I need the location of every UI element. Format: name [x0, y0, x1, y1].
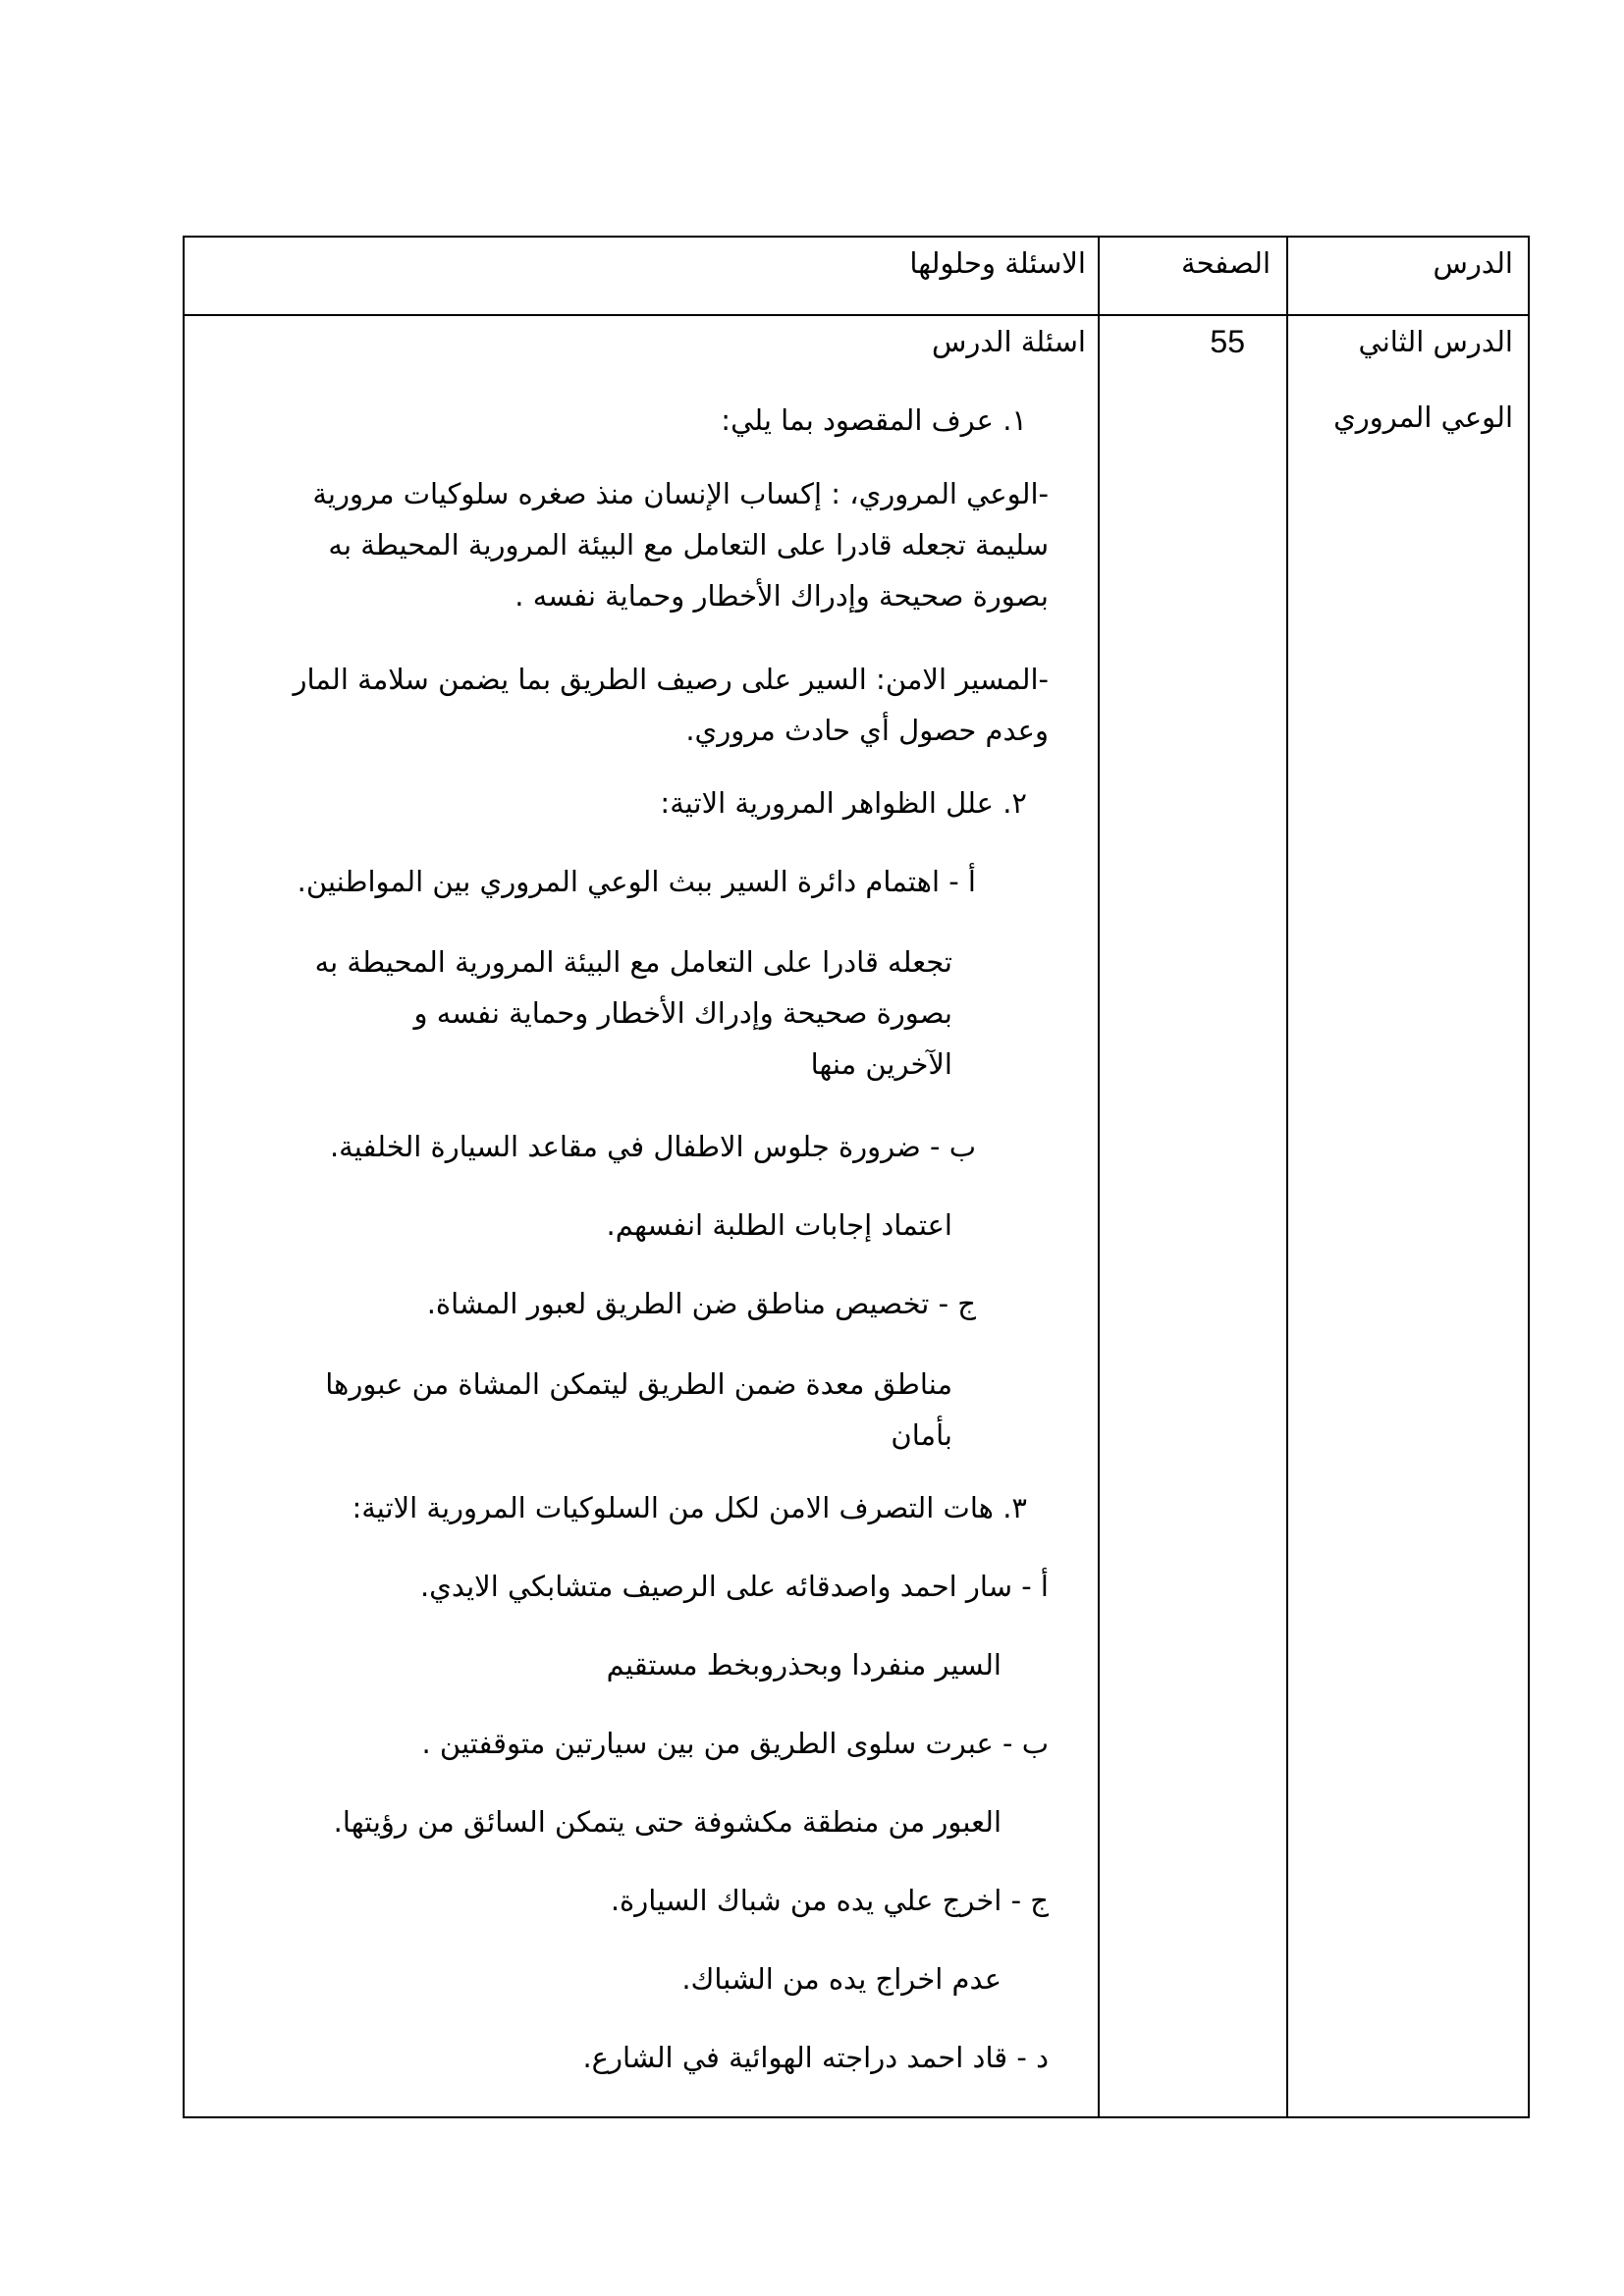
sub-question: ج - اخرج علي يده من شباك السيارة. — [610, 1884, 1049, 1917]
column-divider — [1098, 238, 1100, 2116]
column-divider — [1286, 238, 1288, 2116]
answer-line: بأمان — [891, 1418, 952, 1452]
lesson-table — [183, 236, 1530, 2118]
definition-line: بصورة صحيحة وإدراك الأخطار وحماية نفسه . — [514, 579, 1049, 613]
lesson-name: الدرس الثاني — [1358, 325, 1513, 358]
sub-question: د - قاد احمد دراجته الهوائية في الشارع. — [582, 2041, 1049, 2074]
questions-title: اسئلة الدرس — [932, 325, 1086, 358]
header-questions: الاسئلة وحلولها — [909, 246, 1086, 280]
question-1: ١. عرف المقصود بما يلي: — [721, 403, 1027, 437]
definition-line: -المسير الامن: السير على رصيف الطريق بما يضمن سلامة المار — [293, 663, 1049, 696]
sub-question: ج - تخصيص مناطق ضن الطريق لعبور المشاة. — [426, 1287, 976, 1320]
sub-question: أ - اهتمام دائرة السير ببث الوعي المروري بين المواطنين. — [297, 865, 976, 898]
sub-question: ب - عبرت سلوى الطريق من بين سيارتين متوقفتين . — [421, 1727, 1049, 1760]
answer-line: اعتماد إجابات الطلبة انفسهم. — [606, 1208, 952, 1242]
question-3: ٣. هات التصرف الامن لكل من السلوكيات المرورية الاتية: — [352, 1491, 1027, 1524]
answer-line: الآخرين منها — [810, 1047, 952, 1081]
answer-line: تجعله قادرا على التعامل مع البيئة المرورية المحيطة به — [314, 945, 952, 979]
answer-line: السير منفردا وبحذروبخط مستقيم — [606, 1648, 1001, 1682]
definition-line: وعدم حصول أي حادث مروري. — [685, 714, 1049, 747]
header-page: الصفحة — [1181, 246, 1271, 280]
sub-question: أ - سار احمد واصدقائه على الرصيف متشابكي الايدي. — [419, 1570, 1049, 1603]
question-2: ٢. علل الظواهر المرورية الاتية: — [660, 786, 1027, 820]
answer-line: مناطق معدة ضمن الطريق ليتمكن المشاة من عبورها — [325, 1367, 952, 1401]
definition-line: -الوعي المروري، : إكساب الإنسان منذ صغره سلوكيات مرورية — [312, 477, 1049, 510]
definition-line: سليمة تجعله قادرا على التعامل مع البيئة المرورية المحيطة به — [328, 528, 1049, 561]
header-divider — [185, 314, 1528, 316]
answer-line: العبور من منطقة مكشوفة حتى يتمكن السائق من رؤيتها. — [333, 1805, 1001, 1839]
answer-line: عدم اخراج يده من الشباك. — [681, 1962, 1001, 1996]
answer-line: بصورة صحيحة وإدراك الأخطار وحماية نفسه و — [413, 996, 952, 1030]
sub-question: ب - ضرورة جلوس الاطفال في مقاعد السيارة الخلفية. — [329, 1130, 976, 1163]
lesson-topic: الوعي المروري — [1333, 400, 1513, 434]
page-number: 55 — [1210, 324, 1245, 359]
header-lesson: الدرس — [1433, 246, 1513, 280]
